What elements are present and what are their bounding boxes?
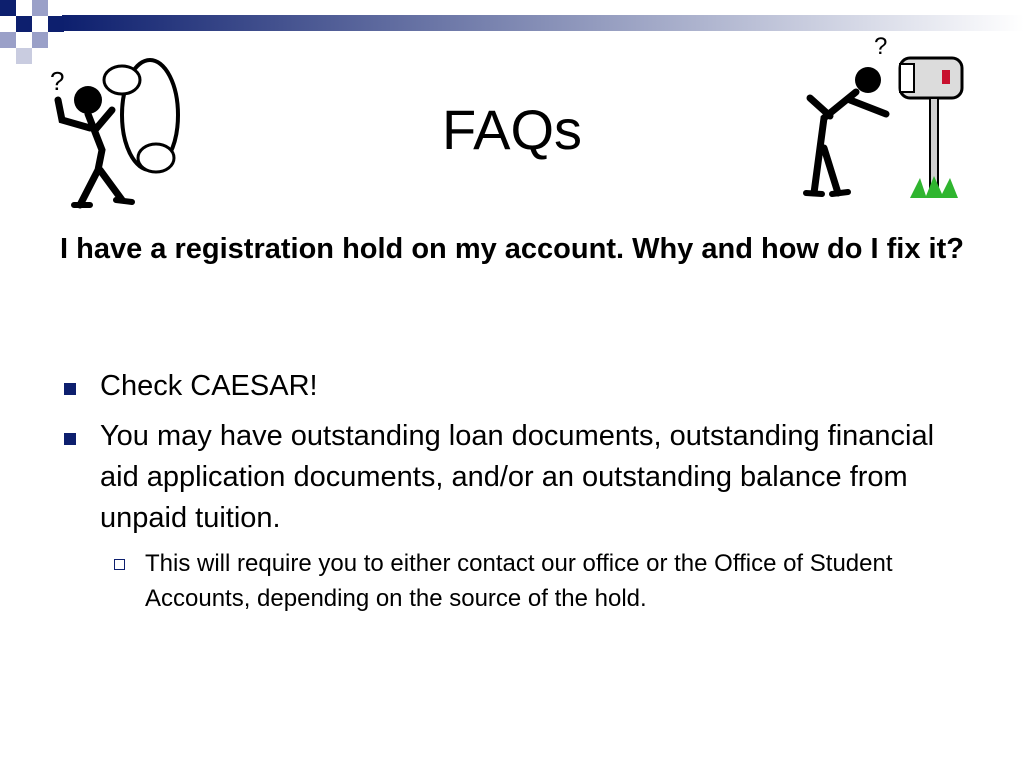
faq-question: I have a registration hold on my account. Why and how do I fix it?: [60, 233, 964, 265]
square-bullet-icon: [64, 433, 76, 445]
bullet-item: [0, 416, 960, 539]
sub-bullet-item: [0, 546, 945, 616]
hollow-square-bullet-icon: [114, 559, 125, 570]
bullet-list: [0, 366, 1024, 616]
page-title: FAQs: [441, 98, 583, 161]
square-bullet-icon: [64, 383, 76, 395]
svg-text:?: ?: [50, 66, 65, 96]
bullet-text: Check CAESAR!: [100, 370, 318, 402]
sub-bullet-text: This will require you to either contact our office or the Office of Student Accounts, depending on the source of the hold.: [145, 550, 893, 612]
svg-text:?: ?: [874, 33, 888, 60]
bullet-item: [0, 366, 960, 407]
bullet-text: You may have outstanding loan documents, outstanding financial aid application documents, and/or an outstanding balance from unpaid tuition.: [100, 420, 935, 534]
